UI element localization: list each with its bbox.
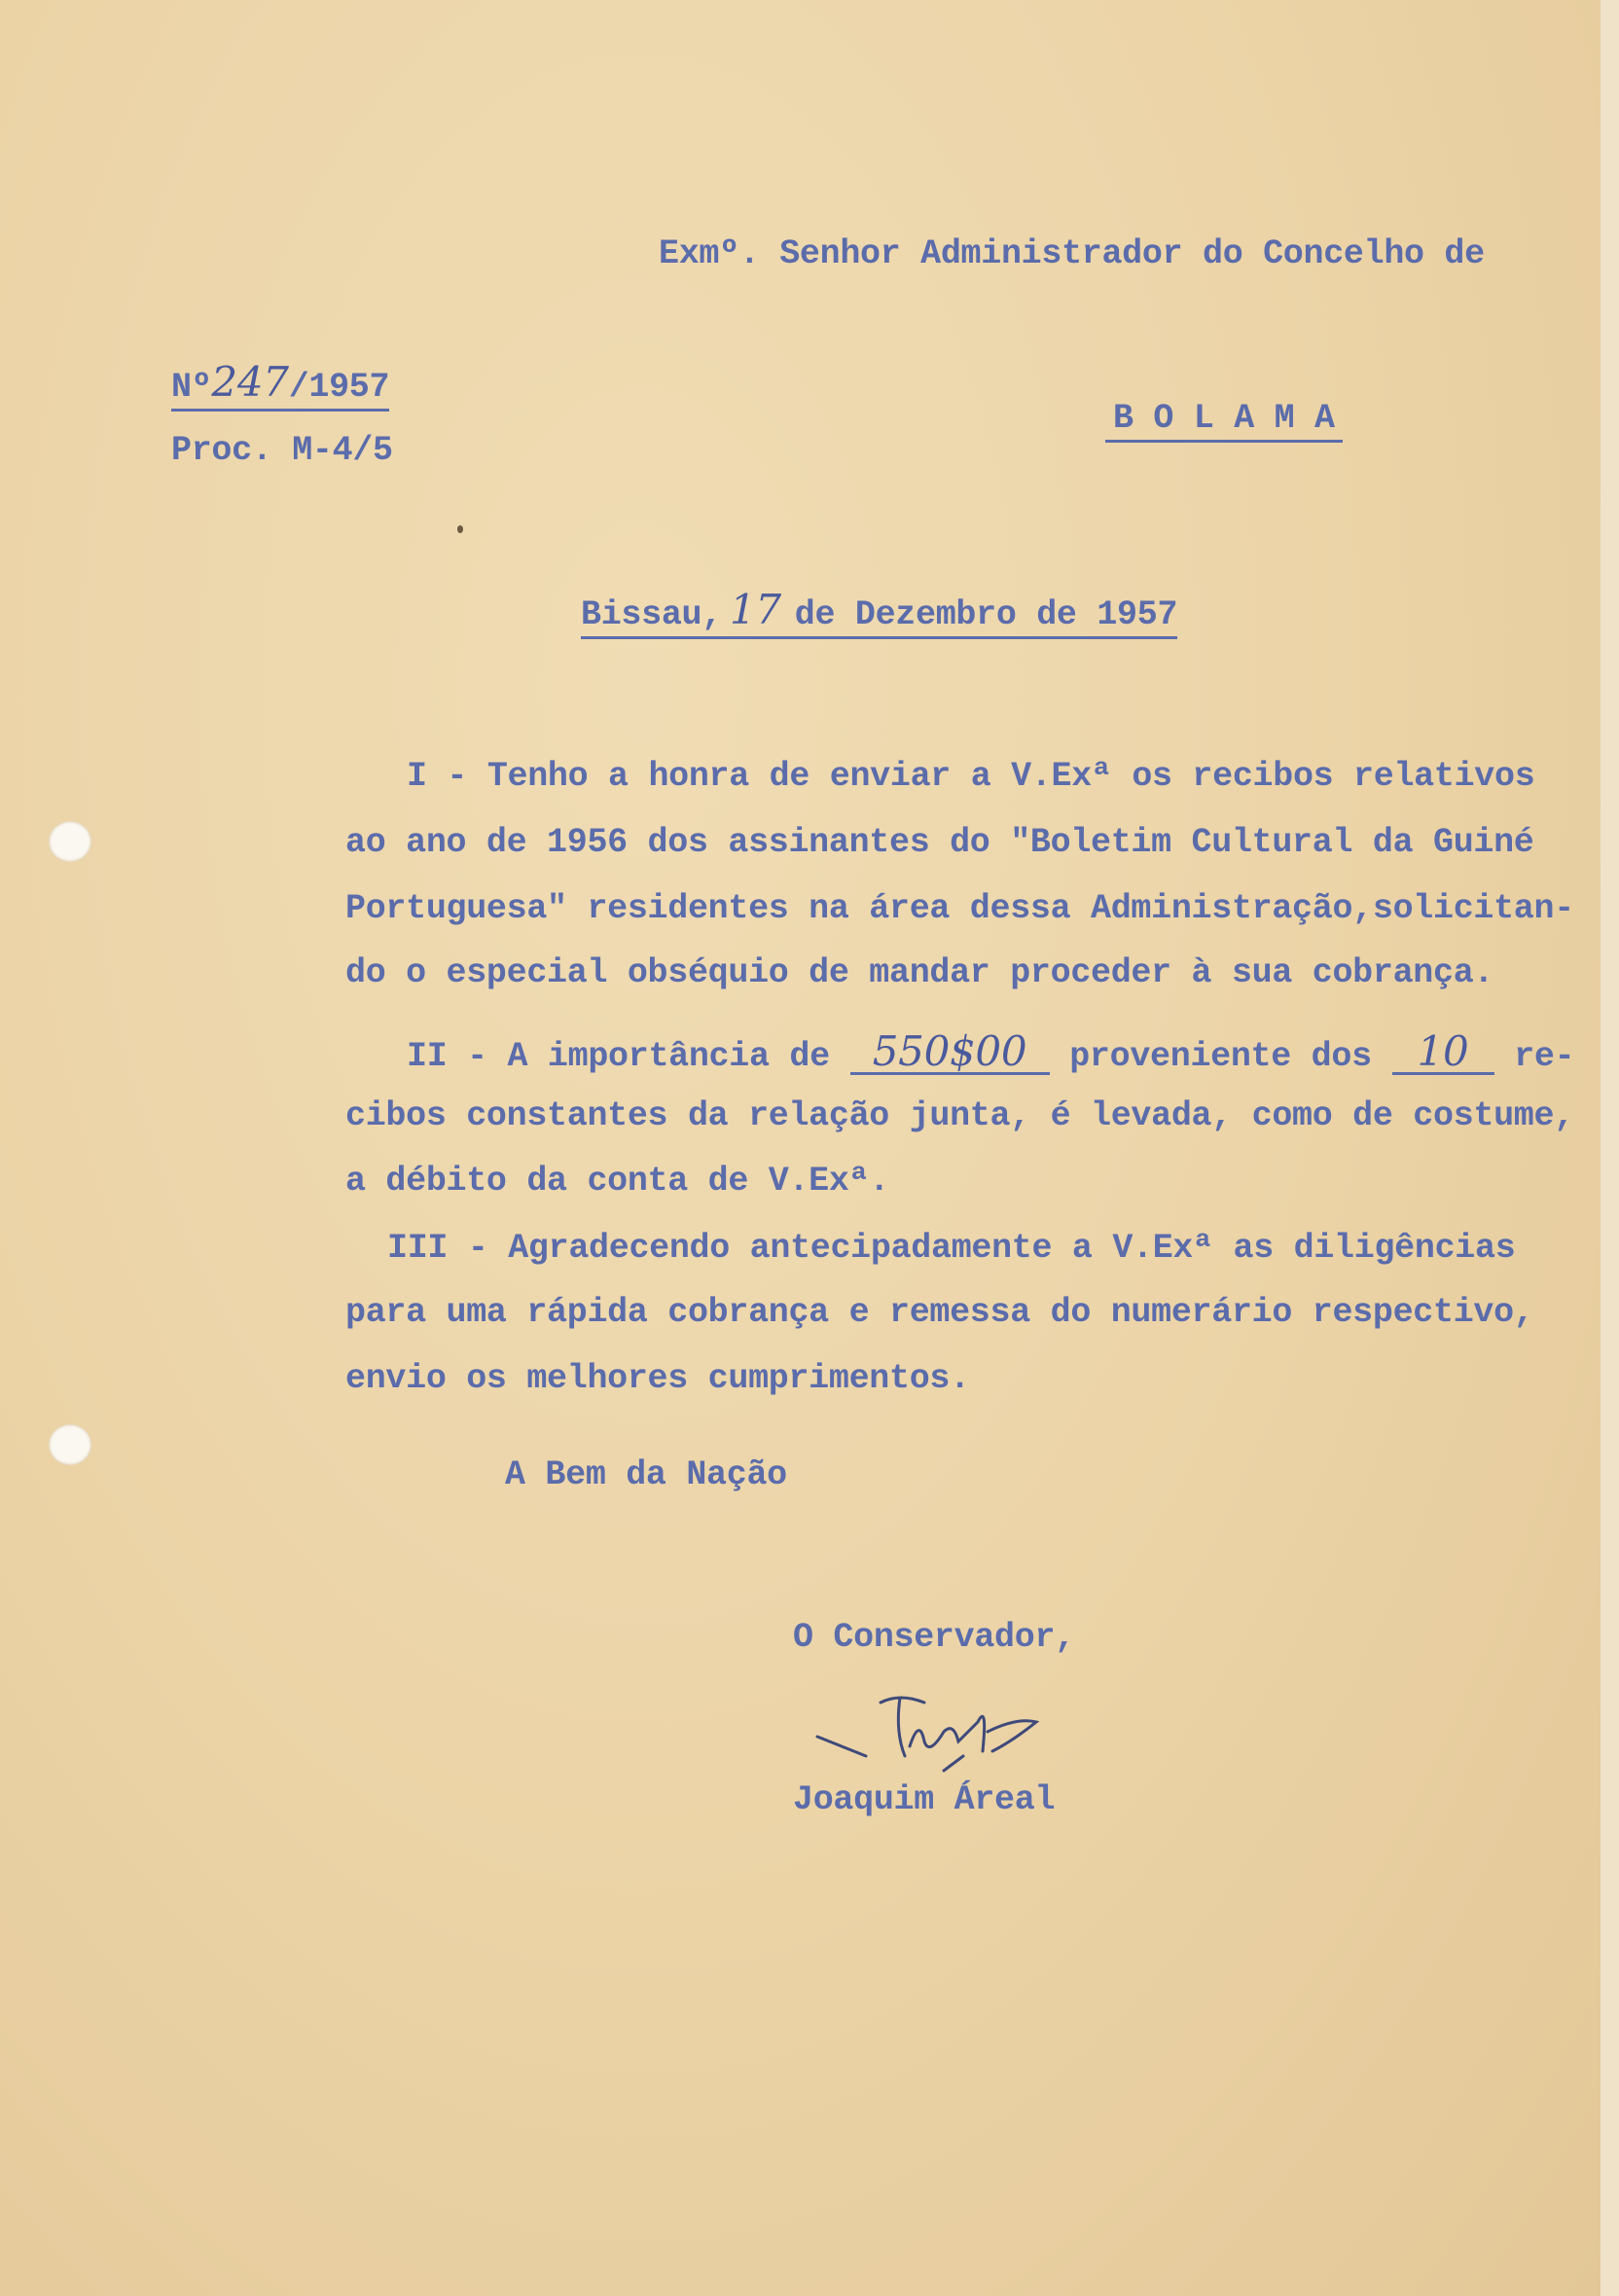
- body-line-amount: [407, 1027, 1575, 1076]
- handwritten-amount: 550$00: [850, 1031, 1050, 1075]
- body-line: do o especial obséquio de mandar proceder à sua cobrança.: [345, 953, 1494, 992]
- signatory-name: Joaquim Áreal: [793, 1780, 1056, 1819]
- body-line: ao ano de 1956 dos assinantes do "Boletim Cultural da Guiné: [345, 823, 1534, 862]
- number-prefix: Nº: [171, 368, 212, 407]
- signature: [808, 1664, 1080, 1780]
- reference-number: [171, 358, 390, 412]
- punch-hole: [49, 1424, 91, 1465]
- date-place: Bissau,: [581, 595, 722, 634]
- body-line: cibos constantes da relação junta, é levada, como de costume,: [345, 1096, 1574, 1135]
- body-line: I - Tenho a honra de enviar a V.Exª os recibos relativos: [407, 757, 1535, 796]
- handwritten-number: 247: [211, 358, 289, 406]
- process-reference: Proc. M-4/5: [171, 431, 393, 470]
- date-line: [581, 586, 1178, 639]
- body-line: III - Agradecendo antecipadamente a V.Exª as diligências: [387, 1229, 1516, 1268]
- body-line: envio os melhores cumprimentos.: [345, 1359, 970, 1398]
- addressee: Exmº. Senhor Administrador do Concelho de: [659, 234, 1485, 273]
- handwritten-day: 17: [729, 586, 781, 633]
- page-edge: [1601, 0, 1619, 2296]
- number-suffix: /1957: [288, 368, 390, 407]
- punch-hole: [49, 821, 91, 862]
- body-line: para uma rápida cobrança e remessa do numerário respectivo,: [345, 1293, 1534, 1332]
- amount-middle: proveniente dos: [1069, 1037, 1372, 1076]
- destination: B O L A M A: [1105, 402, 1343, 443]
- signatory-title: O Conservador,: [793, 1618, 1075, 1657]
- ink-spot: [457, 525, 463, 533]
- body-line: Portuguesa" residentes na área dessa Administração,solicitan-: [345, 889, 1574, 928]
- amount-suffix: re-: [1514, 1037, 1575, 1076]
- body-line: a débito da conta de V.Exª.: [345, 1162, 889, 1201]
- closing: A Bem da Nação: [505, 1455, 787, 1494]
- handwritten-count: 10: [1392, 1031, 1494, 1075]
- amount-prefix: II - A importância de: [407, 1037, 830, 1076]
- date-rest: de Dezembro de 1957: [794, 595, 1178, 634]
